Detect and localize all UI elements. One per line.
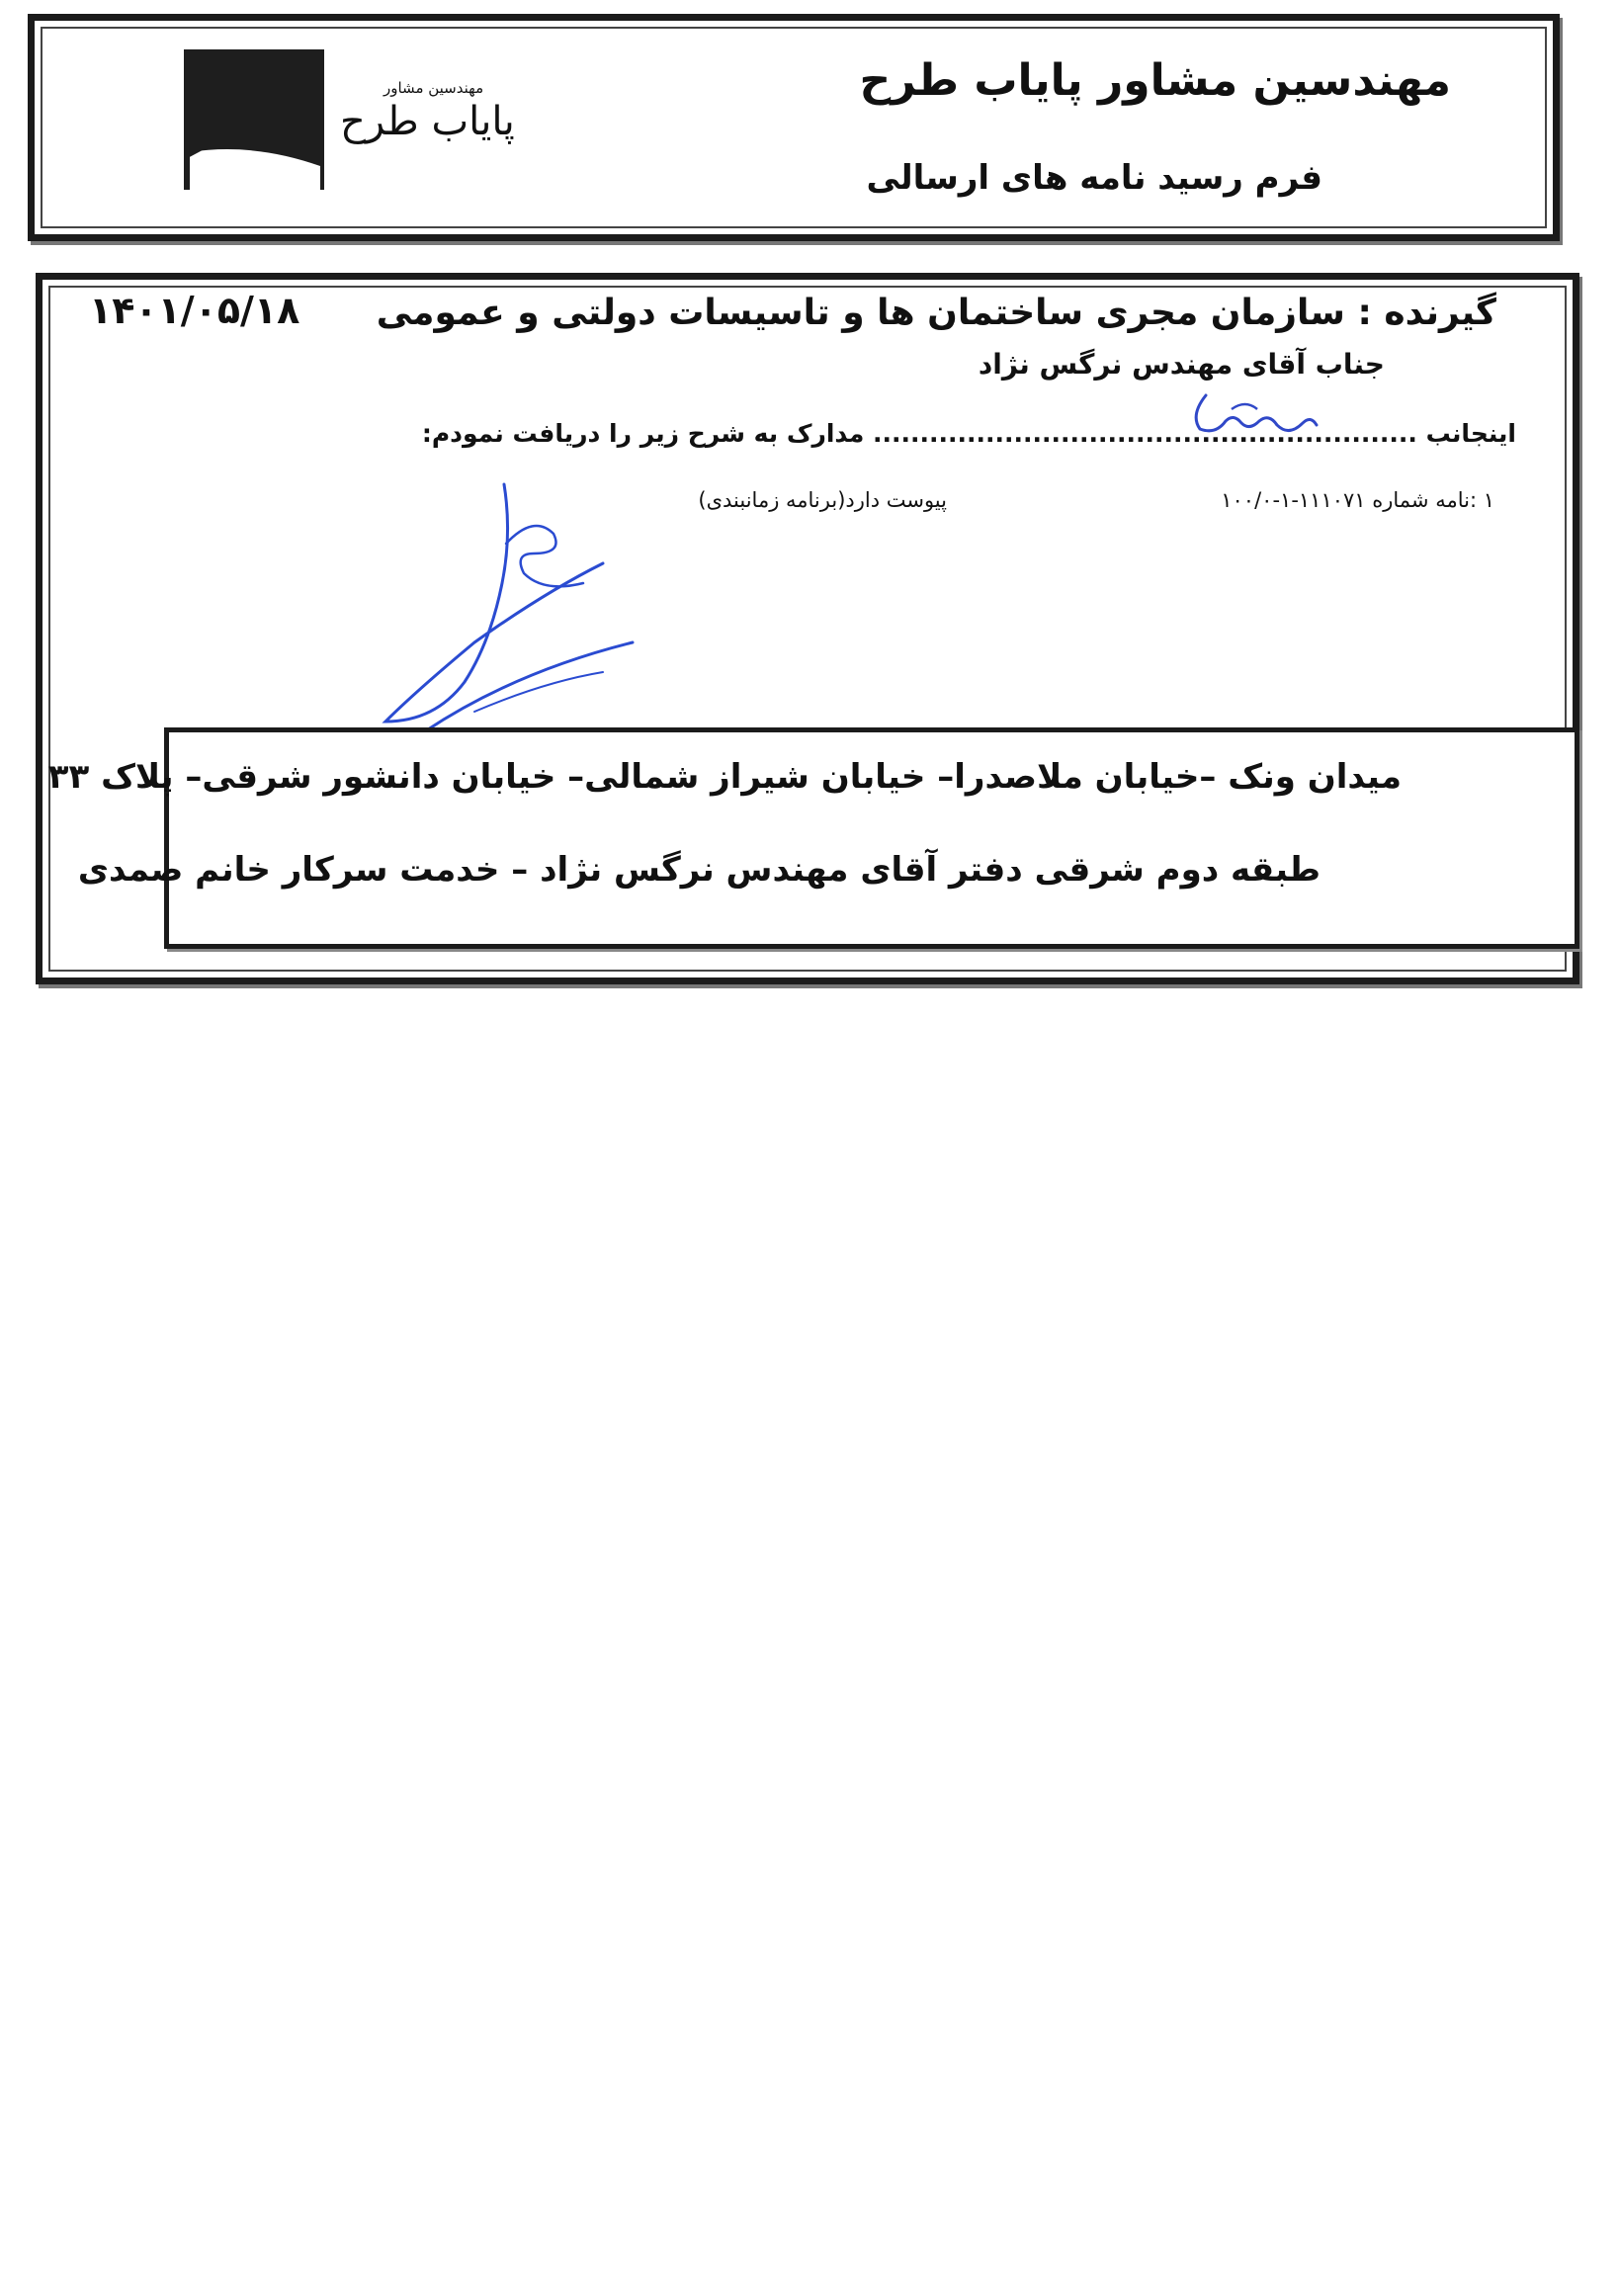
company-logo: [184, 49, 324, 190]
document-date: ۱۴۰۱/۰۵/۱۸: [89, 289, 300, 332]
logo-mark-icon: [184, 49, 324, 190]
recipient-line: گیرنده : سازمان مجری ساختمان ها و تاسیسات دولتی و عمومی: [376, 293, 1496, 333]
address-line-1: میدان ونک –خیابان ملاصدرا– خیابان شیراز شمالی– خیابان دانشور شرقی– پلاک ۳۳: [47, 757, 1402, 797]
receipt-statement: اینجانب .......................................................... مدارک به شرح زیر را دریافت نمودم:: [421, 419, 1516, 448]
address-line-2: طبقه دوم شرقی دفتر آقای مهندس نرگس نژاد – خدمت سرکار خانم صمدی: [77, 850, 1321, 890]
attachment-note: پیوست دارد(برنامه زمانبندی): [698, 488, 947, 512]
logo-wordmark: پایاب طرح: [340, 99, 515, 144]
signature: [356, 474, 652, 741]
attention-line: جناب آقای مهندس نرگس نژاد: [978, 348, 1385, 381]
logo-subtitle: مهندسین مشاور: [383, 79, 484, 97]
letter-item: ۱ :نامه شماره ۱۱۱۰۷۱-۱-۱۰۰/۰: [1221, 488, 1494, 512]
signature-icon: [356, 474, 652, 741]
form-title: فرم رسید نامه های ارسالی: [866, 158, 1322, 198]
handwritten-name-icon: [1186, 385, 1324, 455]
company-title: مهندسین مشاور پایاب طرح: [859, 55, 1451, 106]
handwritten-name: [1186, 385, 1324, 455]
